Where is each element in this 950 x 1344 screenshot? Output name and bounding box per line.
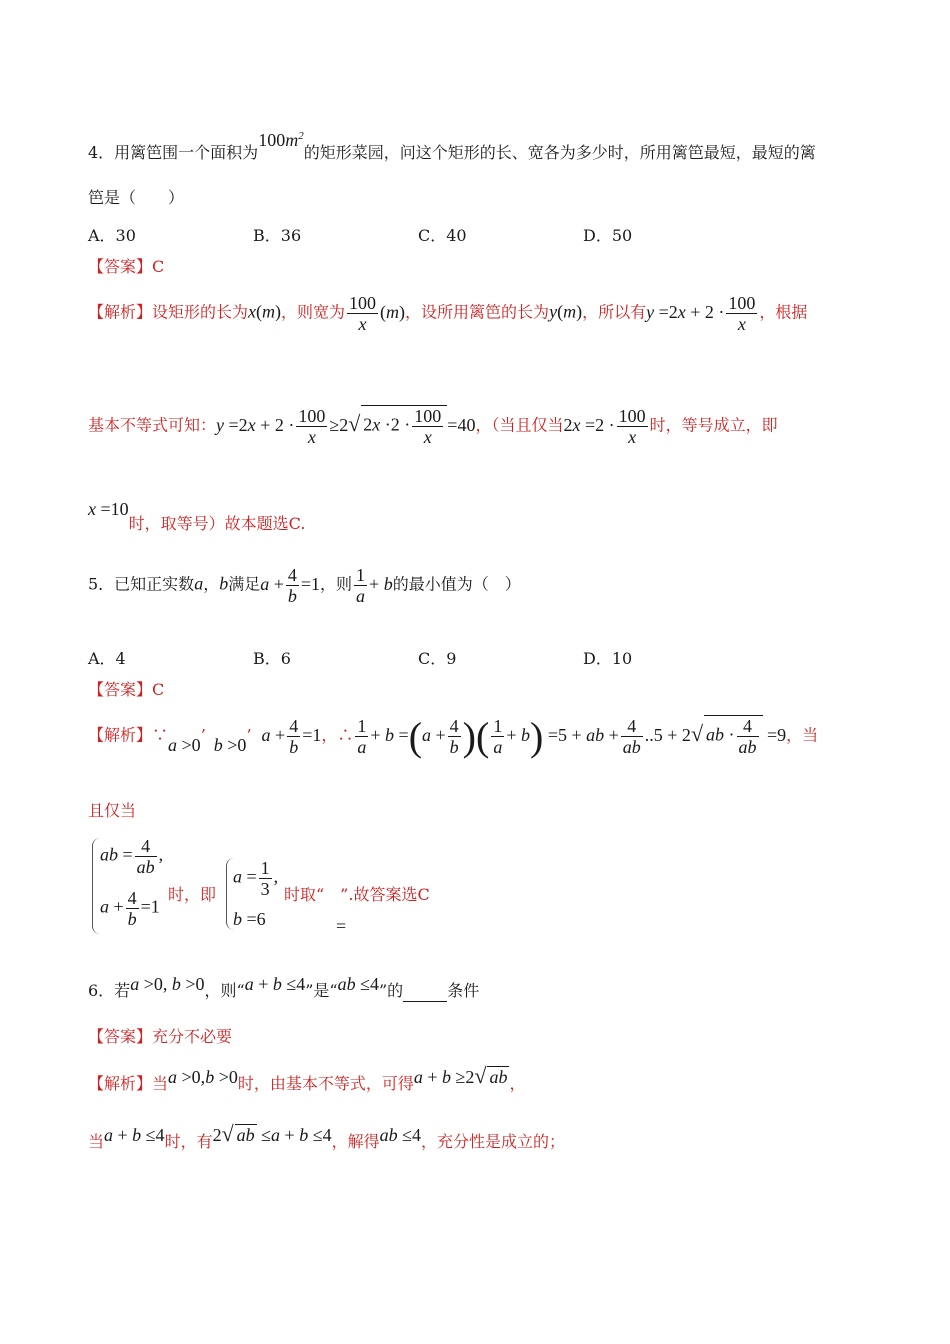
q5-system1-eq1: ab = $\frac{4}{ab}$ , — [100, 836, 164, 877]
q4-stem-a: 4．用篱笆围一个面积为 — [88, 143, 259, 162]
q4-stem-line2: 笆是（ ） — [88, 188, 185, 207]
q6-blank — [403, 981, 447, 1002]
q4-analysis-line3: x =10时，取等号）故本题选C. — [88, 499, 306, 533]
q4-option-b: B．36 — [253, 226, 302, 245]
q5-answer: 【答案】C — [88, 680, 165, 699]
q5-equals-symbol: = — [336, 916, 347, 936]
q4-area-math: $100m^2$ — [258, 130, 304, 150]
q6-stem: 6．若a >0, b >0，则“a + b ≤4”是“ab ≤4”的 条件 — [88, 974, 480, 1000]
q6-analysis-line1: 【解析】当a >0,b >0时，由基本不等式，可得a + b ≥2√ ab ， — [88, 1063, 526, 1093]
q5-option-d: D．10 — [583, 649, 633, 668]
q4-analysis-line2: 基本不等式可知：y =2x + 2 · $\frac{100}{x}$ ≥2√ 2x ·2 · $\frac{100}{x}$ =40，（当且仅当2x =2 · $\frac{100}{x}$ 时，等号成立，即 — [88, 406, 778, 447]
q6-analysis-line2: 当a + b ≤4时，有2√ ab ≤a + b ≤4，解得ab ≤4，充分性是成立的； — [88, 1121, 566, 1151]
q5-option-c: C．9 — [418, 649, 457, 668]
q5-system2-eq2: b =6 — [233, 909, 266, 929]
q5-option-a: A．4 — [88, 649, 126, 668]
q4-stem-b: 的矩形菜园，问这个矩形的长、宽各为多少时，所用篱笆最短，最短的篱 — [303, 143, 816, 162]
q5-system1-eq2: a + $\frac{4}{b}$ =1 — [100, 888, 160, 929]
q5-analysis-line3a: 时，即 — [168, 885, 217, 904]
q4-stem-line1 — [88, 130, 816, 163]
q4-option-c: C．40 — [418, 226, 467, 245]
q5-analysis-line3b: 时取“ ”.故答案选C — [284, 885, 430, 904]
q6-answer: 【答案】充分不必要 — [88, 1027, 233, 1046]
q5-analysis-line1: 【解析】∵a >0’ b >0’ a + $\frac{4}{b}$ =1，∴ $\frac{1}{a}$ + b =(a + $\frac{4}{b}$ )( $\frac{1}{a}$ + b) =5 + ab + $\frac{4}{ab}$ ..5 + 2√ ab · $\frac{4}{ab}$ =9，当 — [88, 713, 819, 759]
q5-system2-eq1: a = $\frac{1}{3}$ , — [233, 858, 279, 899]
q4-answer: 【答案】C — [88, 257, 165, 276]
q5-analysis-line2: 且仅当 — [88, 801, 137, 820]
q4-option-d: D．50 — [583, 226, 633, 245]
q5-stem: 5．已知正实数a，b满足a + $\frac{4}{b}$ =1，则 $\frac{1}{a}$ + b的最小值为（ ） — [88, 565, 521, 606]
q4-analysis-line1: 【解析】设矩形的长为x(m)，则宽为 $\frac{100}{x}$ (m)，设所用篱笆的长为y(m)，所以有y =2x + 2 · $\frac{100}{x}$ ，根据 — [88, 293, 808, 334]
q5-option-b: B．6 — [253, 649, 291, 668]
q4-option-a: A．30 — [88, 226, 136, 245]
